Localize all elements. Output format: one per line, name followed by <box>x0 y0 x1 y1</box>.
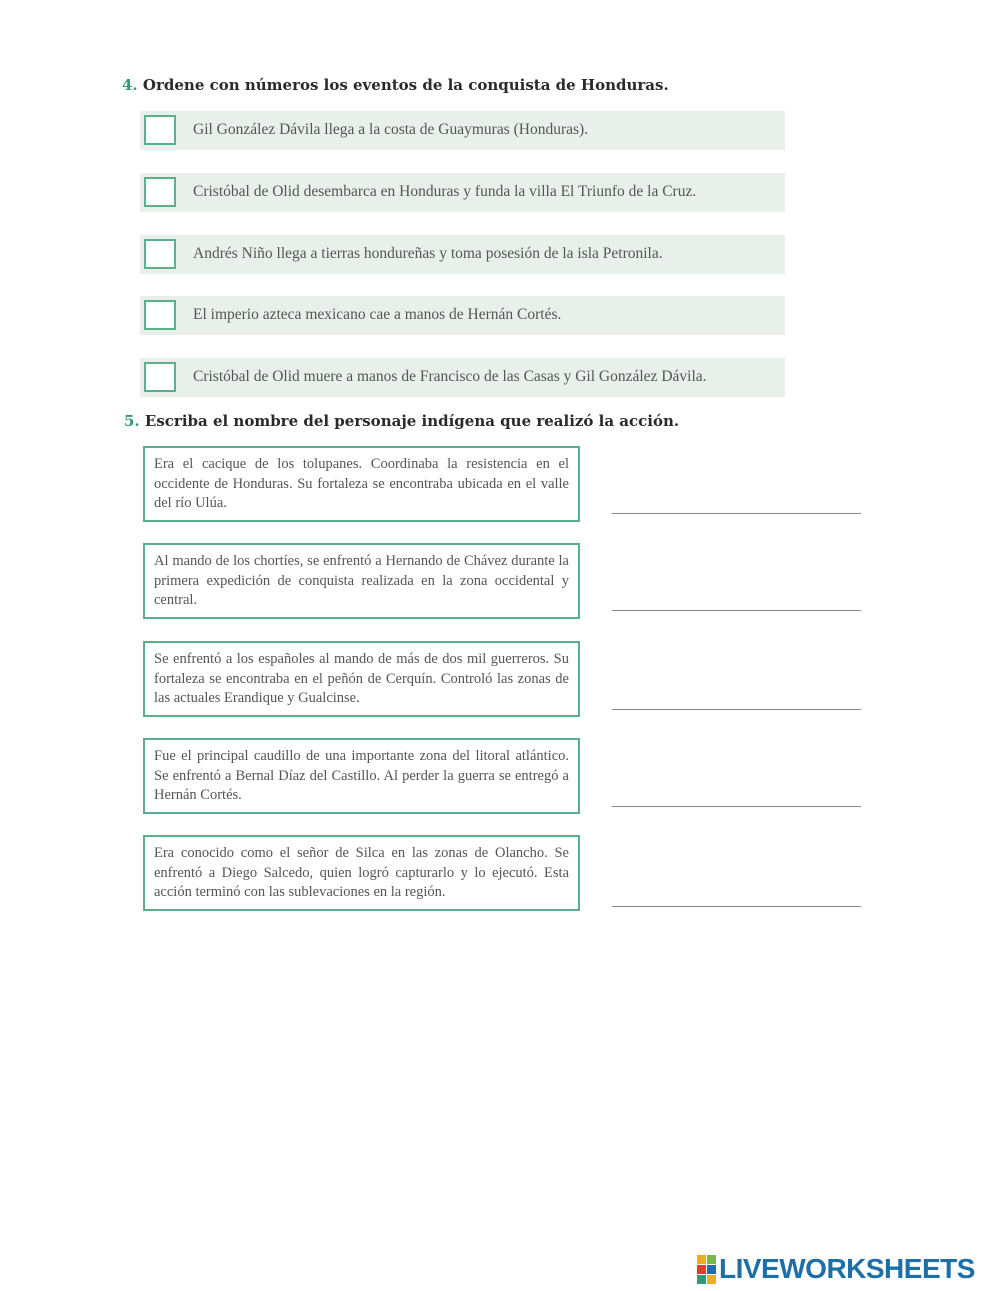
answer-line-3[interactable] <box>612 709 861 710</box>
logo-block-2 <box>707 1255 716 1264</box>
order-number-input-3[interactable] <box>144 239 176 269</box>
order-item-text-1: Gil González Dávila llega a la costa de Guaymuras (Honduras). <box>193 121 589 138</box>
order-item-2 <box>140 173 785 212</box>
logo-block-4 <box>707 1265 716 1274</box>
question-5-title <box>124 412 679 430</box>
liveworksheets-logo <box>697 1253 975 1285</box>
order-item-3 <box>140 235 785 274</box>
order-item-4 <box>140 296 785 335</box>
liveworksheets-logo-text: LIVEWORKSHEETS <box>719 1253 975 1284</box>
answer-line-1[interactable] <box>612 513 861 514</box>
order-number-input-5[interactable] <box>144 362 176 392</box>
logo-block-1 <box>697 1255 706 1264</box>
order-item-text-3: Andrés Niño llega a tierras hondureñas y toma posesión de la isla Petronila. <box>193 245 663 262</box>
description-box-1: Era el cacique de los tolupanes. Coordinaba la resistencia en el occidente de Honduras. Su fortaleza se encontraba ubicada en el valle del río Ulúa. <box>143 446 580 522</box>
order-number-input-2[interactable] <box>144 177 176 207</box>
liveworksheets-logo-icon <box>697 1255 716 1284</box>
order-item-1 <box>140 111 785 150</box>
question-4-text: Ordene con números los eventos de la conquista de Honduras. <box>142 76 669 94</box>
question-5-text: Escriba el nombre del personaje indígena que realizó la acción. <box>144 412 680 430</box>
answer-line-5[interactable] <box>612 906 861 907</box>
logo-block-6 <box>707 1275 716 1284</box>
order-item-text-2: Cristóbal de Olid desembarca en Honduras y funda la villa El Triunfo de la Cruz. <box>193 183 697 200</box>
logo-block-3 <box>697 1265 706 1274</box>
order-number-input-1[interactable] <box>144 115 176 145</box>
description-box-4: Fue el principal caudillo de una importante zona del litoral atlántico. Se enfrentó a Bernal Díaz del Castillo. Al perder la guerra se entregó a Hernán Cortés. <box>143 738 580 814</box>
description-box-3: Se enfrentó a los españoles al mando de más de dos mil guerreros. Su fortaleza se encontraba en el peñón de Cerquín. Controló las zonas de las actuales Erandique y Gualcinse. <box>143 641 580 717</box>
description-box-5: Era conocido como el señor de Silca en las zonas de Olancho. Se enfrentó a Diego Salcedo, quien logró capturarlo y lo ejecutó. Esta acción terminó con las sublevaciones en la región. <box>143 835 580 911</box>
order-number-input-4[interactable] <box>144 300 176 330</box>
question-4-title <box>122 76 669 94</box>
order-item-text-4: El imperio azteca mexicano cae a manos de Hernán Cortés. <box>193 306 562 323</box>
order-item-text-5: Cristóbal de Olid muere a manos de Francisco de las Casas y Gil González Dávila. <box>193 368 707 385</box>
answer-line-2[interactable] <box>612 610 861 611</box>
question-4-number: 4. <box>122 76 138 94</box>
description-box-2: Al mando de los chortíes, se enfrentó a Hernando de Chávez durante la primera expedición de conquista realizada en la zona occidental y central. <box>143 543 580 619</box>
order-item-5 <box>140 358 785 397</box>
answer-line-4[interactable] <box>612 806 861 807</box>
question-5-number: 5. <box>124 412 140 430</box>
logo-block-5 <box>697 1275 706 1284</box>
